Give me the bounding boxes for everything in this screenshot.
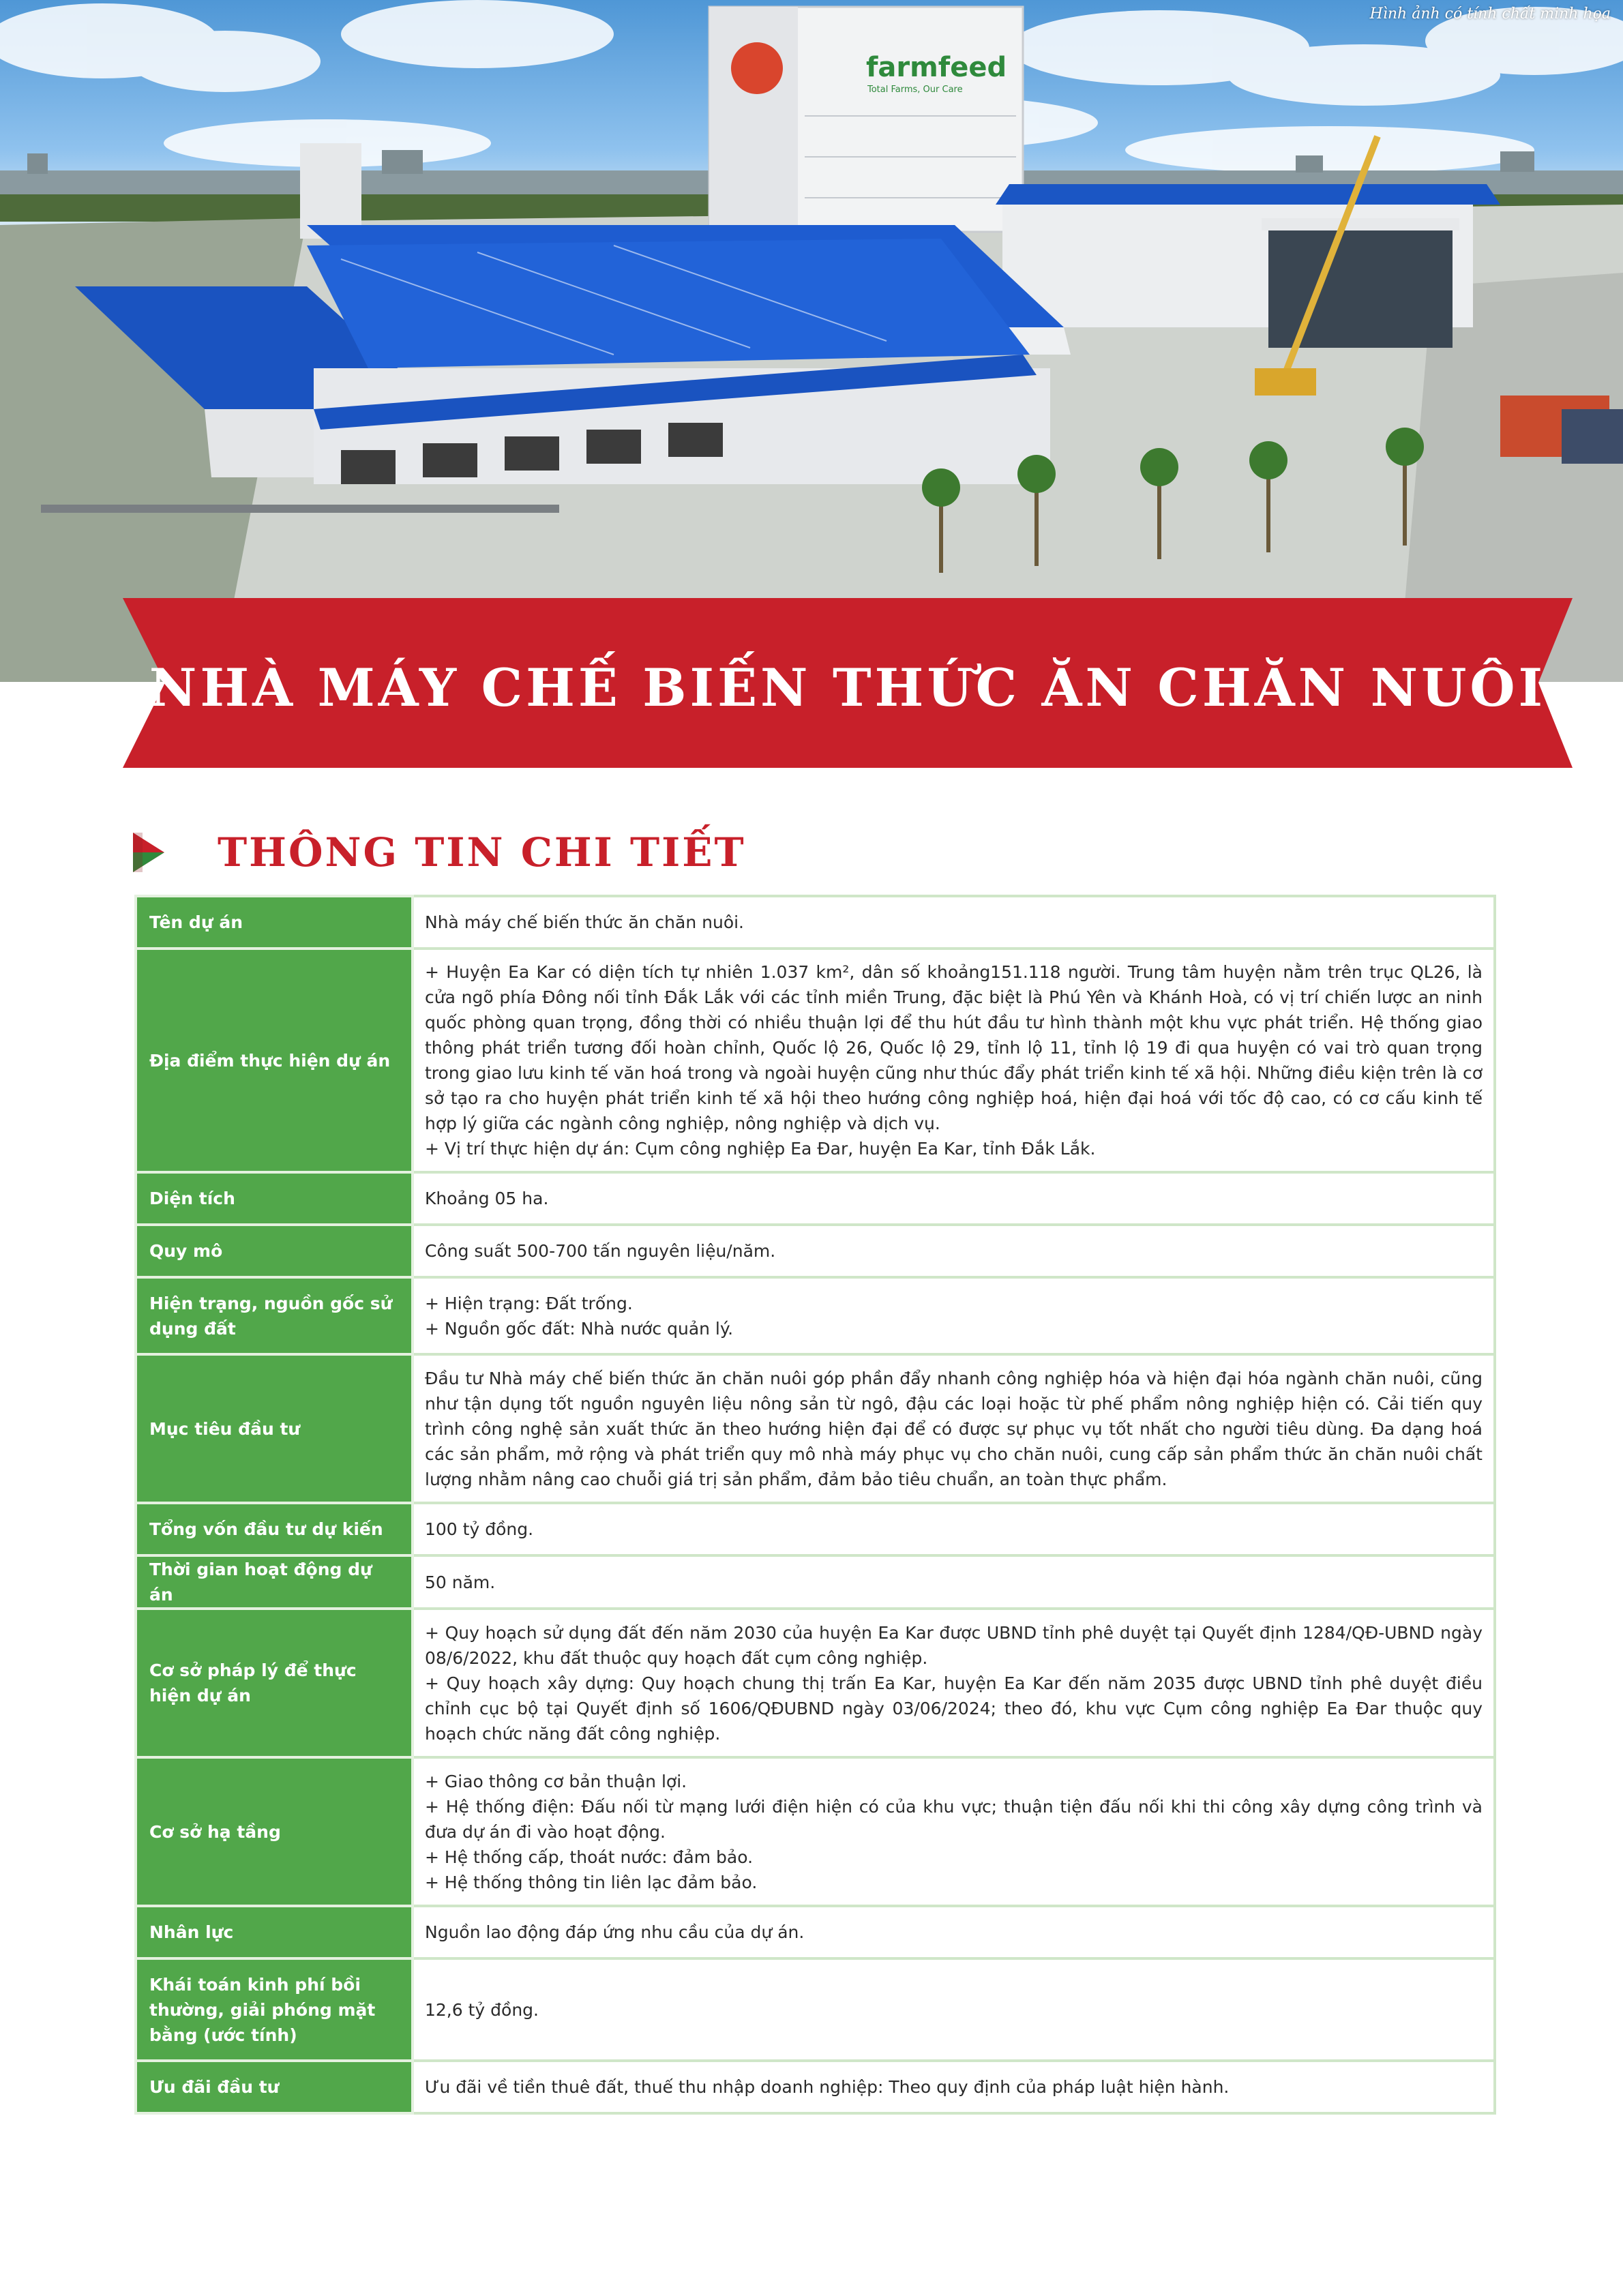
row-label: Địa điểm thực hiện dự án <box>136 949 413 1172</box>
row-label: Nhân lực <box>136 1906 413 1958</box>
table-row <box>136 1906 1495 1958</box>
row-value <box>413 2061 1495 2113</box>
value-line: + Vị trí thực hiện dự án: Cụm công nghiệp Ea Đar, huyện Ea Kar, tỉnh Đắk Lắk. <box>425 1139 1096 1159</box>
row-label: Khái toán kinh phí bồi thường, giải phóng mặt bằng (ước tính) <box>136 1958 413 2061</box>
table-row <box>136 1225 1495 1277</box>
row-label: Tổng vốn đầu tư dự kiến <box>136 1503 413 1555</box>
row-label: Tên dự án <box>136 896 413 949</box>
value-line: Nguồn lao động đáp ứng nhu cầu của dự án. <box>425 1922 805 1942</box>
project-info-table <box>134 895 1496 2115</box>
value-line: 50 năm. <box>425 1572 496 1592</box>
table-row <box>136 896 1495 949</box>
row-value <box>413 1354 1495 1503</box>
title-banner <box>123 598 1573 768</box>
row-value <box>413 1757 1495 1906</box>
value-line: Đầu tư Nhà máy chế biến thức ăn chăn nuôi góp phần đẩy nhanh công nghiệp hóa và hiện đại hóa ngành chăn nuôi, cũng như tận dụng tốt nguồn nguyên liệu nông sản từ ngô, đậu các loại hoặc từ phế phẩm nông nghiệp hiện có. Cải tiến quy trình công nghệ sản xuất thức ăn theo hướng hiện đại để có được sự phục vụ tốt nhất cho người tiêu dùng. Đa dạng hoá các sản phẩm, mở rộng và phát triển quy mô nhà máy phục vụ cho chăn nuôi, cung cấp sản phẩm thức ăn chăn nuôi chất lượng nhằm nâng cao chuỗi giá trị sản phẩm, đảm bảo tiêu chuẩn, an toàn thực phẩm. <box>425 1368 1483 1489</box>
table-row <box>136 1277 1495 1354</box>
row-label: Hiện trạng, nguồn gốc sử dụng đất <box>136 1277 413 1354</box>
value-line: + Quy hoạch sử dụng đất đến năm 2030 của huyện Ea Kar được UBND tỉnh phê duyệt tại Quyết định 1284/QĐ-UBND ngày 08/6/2022, khu đất thuộc quy hoạch đất cụm công nghiệp. <box>425 1622 1483 1668</box>
section-heading <box>133 822 746 883</box>
value-line: + Huyện Ea Kar có diện tích tự nhiên 1.037 km², dân số khoảng151.118 người. Trung tâm huyện nằm trên trục QL26, là cửa ngõ phía Đông nối tỉnh Đắk Lắk với các tỉnh miền Trung, đặc biệt là Phú Yên và Khánh Hoà, có vị trí chiến lược an ninh quốc phòng quan trọng, đồng thời có nhiều thuận lợi để thu hút đầu tư hình thành một khu vực phát triển. Hệ thống giao thông phát triển tương đối hoàn chỉnh, Quốc lộ 26, Quốc lộ 29, tỉnh lộ 11, tỉnh lộ 19 đi qua huyện có vai trò quan trọng trong giao lưu kinh tế văn hoá trong và ngoài huyện cũng như thúc đẩy phát triển kinh tế xã hội. Những điều kiện trên là cơ sở tạo ra cho huyện phát triển kinh tế xã hội theo hướng công nghiệp hoá, hiện đại hoá với tốc độ cao, có cơ cấu kinh tế hợp lý giữa các ngành công nghiệp, nông nghiệp và dịch vụ. <box>425 962 1483 1133</box>
row-value <box>413 1277 1495 1354</box>
row-label: Cơ sở hạ tầng <box>136 1757 413 1906</box>
hero-photo <box>0 0 1623 682</box>
row-value <box>413 949 1495 1172</box>
table-row <box>136 2061 1495 2113</box>
value-line: 12,6 tỷ đồng. <box>425 1999 539 2020</box>
row-value <box>413 1503 1495 1555</box>
factory-illustration <box>0 0 1623 682</box>
value-line: Nhà máy chế biến thức ăn chăn nuôi. <box>425 912 745 932</box>
triangle-arrow-icon <box>133 833 164 872</box>
row-label: Cơ sở pháp lý để thực hiện dự án <box>136 1609 413 1757</box>
section-title: THÔNG TIN CHI TIẾT <box>218 829 746 876</box>
table-row <box>136 1172 1495 1225</box>
row-value <box>413 1555 1495 1609</box>
page-title: NHÀ MÁY CHẾ BIẾN THỨC ĂN CHĂN NUÔI <box>149 657 1547 718</box>
value-line: + Hiện trạng: Đất trống. <box>425 1293 633 1313</box>
value-line: + Hệ thống thông tin liên lạc đảm bảo. <box>425 1872 758 1892</box>
row-label: Mục tiêu đầu tư <box>136 1354 413 1503</box>
value-line: + Hệ thống cấp, thoát nước: đảm bảo. <box>425 1847 754 1867</box>
row-label: Thời gian hoạt động dự án <box>136 1555 413 1609</box>
row-label: Ưu đãi đầu tư <box>136 2061 413 2113</box>
table-row <box>136 1354 1495 1503</box>
farmfeed-tagline: Total Farms, Our Care <box>867 85 963 95</box>
table-row <box>136 1503 1495 1555</box>
row-value <box>413 1958 1495 2061</box>
value-line: + Giao thông cơ bản thuận lợi. <box>425 1771 687 1791</box>
value-line: Khoảng 05 ha. <box>425 1189 549 1208</box>
row-value <box>413 1172 1495 1225</box>
table-row <box>136 949 1495 1172</box>
value-line: 100 tỷ đồng. <box>425 1519 534 1539</box>
value-line: Ưu đãi về tiền thuê đất, thuế thu nhập doanh nghiệp: Theo quy định của pháp luật hiện hành. <box>425 2077 1230 2097</box>
farmfeed-sign: farmfeed <box>866 52 1007 83</box>
value-line: + Hệ thống điện: Đấu nối từ mạng lưới điện hiện có của khu vực; thuận tiện đấu nối khi thi công xây dựng công trình và đưa dự án đi vào hoạt động. <box>425 1796 1483 1842</box>
table-row <box>136 1609 1495 1757</box>
image-caption: Hình ảnh có tính chất minh họa <box>1369 5 1611 23</box>
row-label: Quy mô <box>136 1225 413 1277</box>
table-row <box>136 1958 1495 2061</box>
row-value <box>413 1609 1495 1757</box>
value-line: + Quy hoạch xây dựng: Quy hoạch chung thị trấn Ea Kar, huyện Ea Kar đến năm 2035 được UBND tỉnh phê duyệt điều chỉnh cục bộ tại Quyết định số 1606/QĐUBND ngày 03/06/2024; theo đó, khu vực Cụm công nghiệp Ea Đar thuộc quy hoạch chức năng đất công nghiệp. <box>425 1673 1483 1744</box>
value-line: Công suất 500-700 tấn nguyên liệu/năm. <box>425 1241 776 1261</box>
row-value <box>413 1225 1495 1277</box>
table-row <box>136 1757 1495 1906</box>
row-value <box>413 1906 1495 1958</box>
value-line: + Nguồn gốc đất: Nhà nước quản lý. <box>425 1318 734 1339</box>
row-label: Diện tích <box>136 1172 413 1225</box>
table-row <box>136 1555 1495 1609</box>
row-value <box>413 896 1495 949</box>
